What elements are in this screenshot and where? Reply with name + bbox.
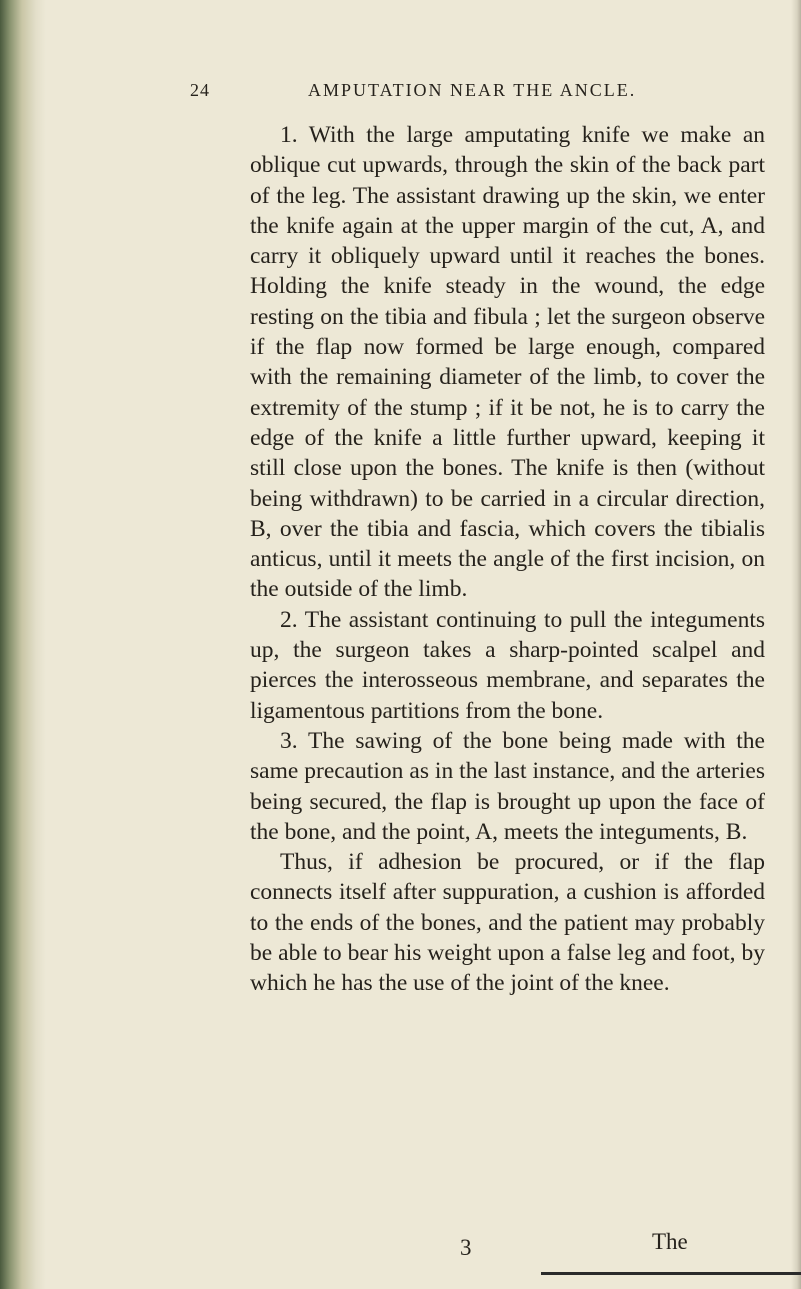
paragraph-2: 2. The assistant continuing to pull the integuments up, the surgeon takes a sharp-pointed scalpel and pierces the interosseous membrane, and separates the ligamentous partitions from the bone. (250, 606, 765, 724)
page-footer (250, 1229, 760, 1271)
running-title: AMPUTATION NEAR THE ANCLE. (308, 80, 637, 100)
page-number: 24 (190, 80, 210, 100)
page-edge (791, 0, 801, 1289)
paragraph-1: 1. With the large amputating knife we make an oblique cut upwards, through the skin of the back part of the leg. The assistant drawing up the skin, we enter the knife again at the upper margin of the cut, A, and carry it obliquely upward until it reaches the bones. Holding the knife steady in the wound, the edge resting on the tibia and fibula ; let the surgeon observe if the flap now formed be large enough, compared with the remaining diameter of the limb, to cover the extremity of the stump ; if it be not, he is to carry the edge of the knife a little further upward, keeping it still close upon the bones. The knife is then (without being withdrawn) to be carried in a circular direction, B, over the tibia and fascia, which covers the tibialis anticus, until it meets the angle of the first incision, on the outside of the limb. (250, 122, 765, 603)
bottom-rule (541, 1272, 801, 1275)
binding-gutter (0, 0, 46, 1289)
paragraph-4: Thus, if adhesion be procured, or if the flap connects itself after suppuration, a cushion is afforded to the ends of the bones, and the patient may probably be able to bear his weight upon a false leg and foot, by which he has the use of the joint of the knee. (250, 849, 765, 997)
catchword: The (652, 1229, 688, 1254)
body-text (250, 120, 765, 999)
paragraph-3: 3. The sawing of the bone being made with the same precaution as in the last instance, and the arteries being secured, the flap is brought up upon the face of the bone, and the point, A, meets the integuments, B. (250, 727, 765, 845)
running-head (190, 80, 750, 101)
signature-mark: 3 (460, 1235, 472, 1260)
